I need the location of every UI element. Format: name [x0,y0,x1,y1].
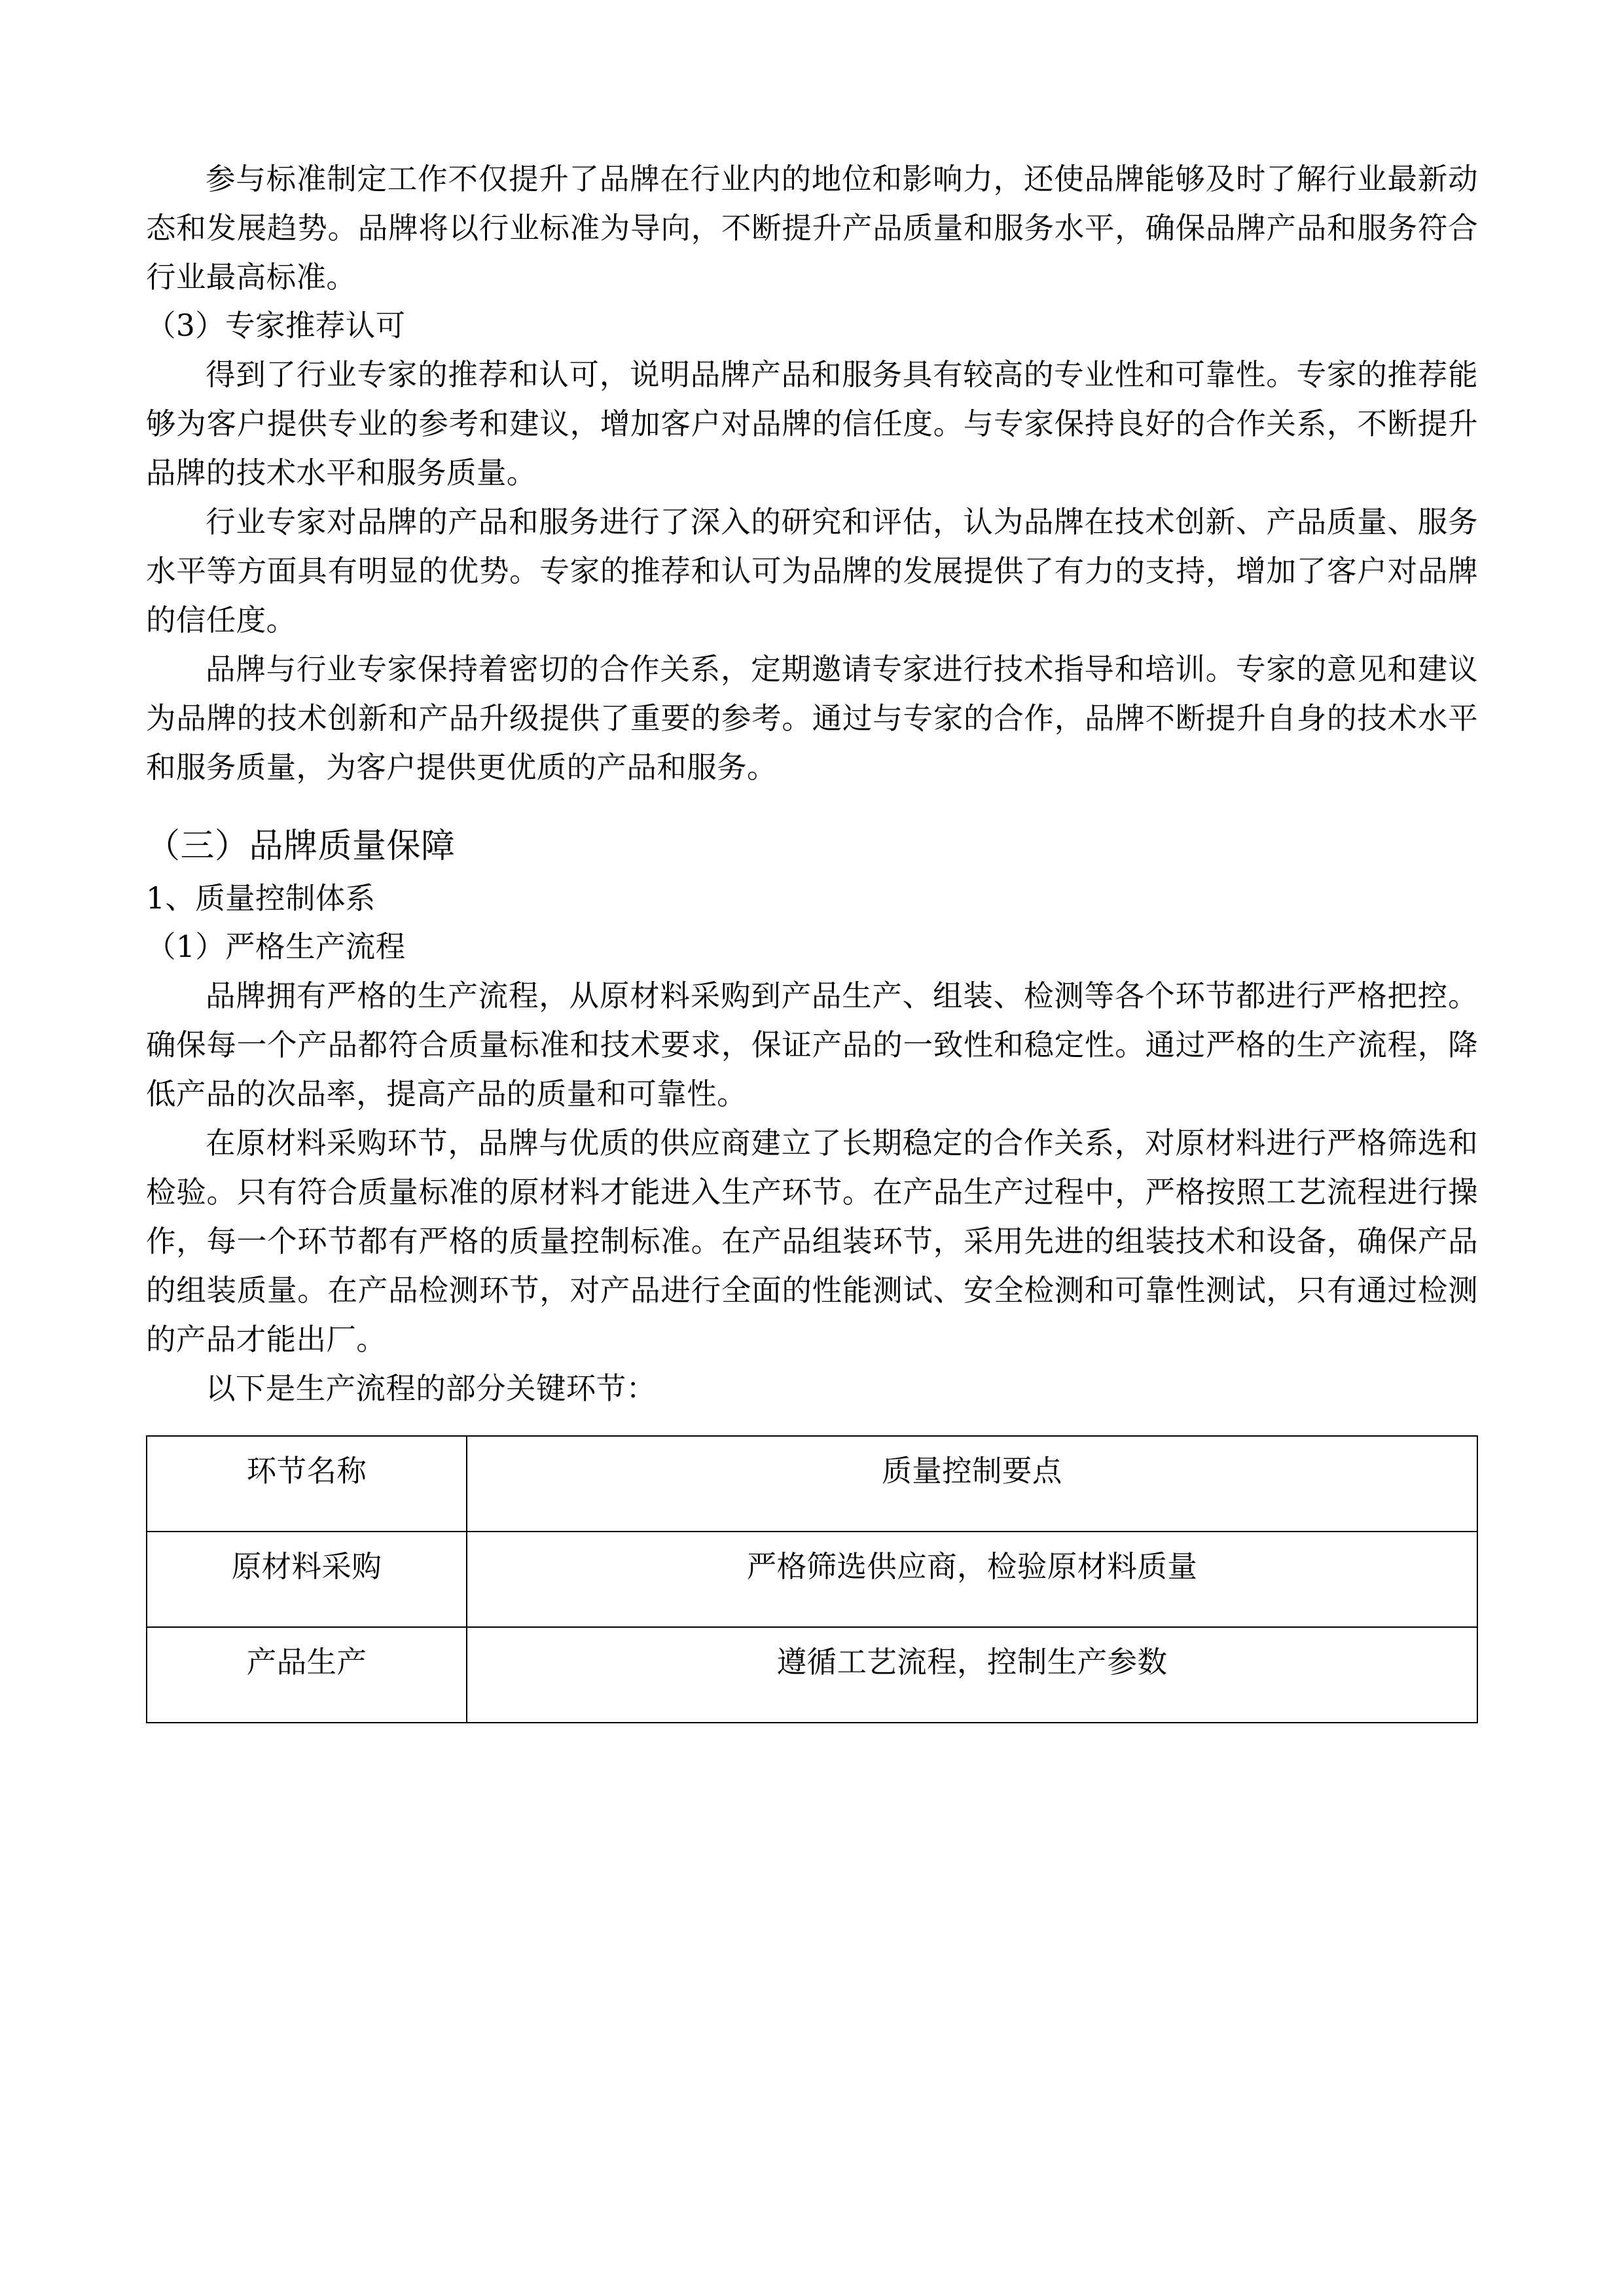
table-row [147,1627,1477,1723]
production-process-table [146,1435,1478,1723]
paragraph-standards-participation: 参与标准制定工作不仅提升了品牌在行业内的地位和影响力，还使品牌能够及时了解行业最新动态和发展趋势。品牌将以行业标准为导向，不断提升产品质量和服务水平，确保品牌产品和服务符合行业最高标准。 [146,162,1478,295]
heading-quality-control-system: 1、质量控制体系 [146,881,376,916]
paragraph-expert-endorsement: 得到了行业专家的推荐和认可，说明品牌产品和服务具有较高的专业性和可靠性。专家的推荐能够为客户提供专业的参考和建议，增加客户对品牌的信任度。与专家保持良好的合作关系，不断提升品牌的技术水平和服务质量。 [146,357,1478,490]
table-lead-in-text: 以下是生产流程的部分关键环节： [206,1371,657,1406]
heading-brand-quality-assurance: （三）品牌质量保障 [146,827,456,866]
heading-expert-recommendation: （3）专家推荐认可 [146,308,406,343]
paragraph-expert-research: 行业专家对品牌的产品和服务进行了深入的研究和评估，认为品牌在技术创新、产品质量、服务水平等方面具有明显的优势。专家的推荐和认可为品牌的发展提供了有力的支持，增加了客户对品牌的信任度。 [146,505,1478,637]
page-content [146,154,1478,1723]
table-cell-step-name: 原材料采购 [147,1532,467,1627]
table-header-cell-step-name: 环节名称 [147,1436,467,1532]
table-row [147,1532,1477,1627]
table-cell-quality-points: 严格筛选供应商，检验原材料质量 [467,1532,1477,1627]
table-header-row [147,1436,1477,1532]
table-body [147,1436,1477,1723]
heading-strict-production-process: （1）严格生产流程 [146,929,406,964]
table-header-cell-quality-points: 质量控制要点 [467,1436,1477,1532]
section-spacer [146,792,1478,806]
paragraph-raw-material-procurement: 在原材料采购环节，品牌与优质的供应商建立了长期稳定的合作关系，对原材料进行严格筛选和检验。只有符合质量标准的原材料才能进入生产环节。在产品生产过程中，严格按照工艺流程进行操作，每一个环节都有严格的质量控制标准。在产品组装环节，采用先进的组装技术和设备，确保产品的组装质量。在产品检测环节，对产品进行全面的性能测试、安全检测和可靠性测试，只有通过检测的产品才能出厂。 [146,1126,1478,1357]
paragraph-production-process: 品牌拥有严格的生产流程，从原材料采购到产品生产、组装、检测等各个环节都进行严格把控。确保每一个产品都符合质量标准和技术要求，保证产品的一致性和稳定性。通过严格的生产流程，降低产品的次品率，提高产品的质量和可靠性。 [146,978,1478,1111]
paragraph-expert-cooperation: 品牌与行业专家保持着密切的合作关系，定期邀请专家进行技术指导和培训。专家的意见和建议为品牌的技术创新和产品升级提供了重要的参考。通过与专家的合作，品牌不断提升自身的技术水平和服务质量，为客户提供更优质的产品和服务。 [146,652,1478,785]
table-cell-step-name: 产品生产 [147,1627,467,1723]
table-cell-quality-points: 遵循工艺流程，控制生产参数 [467,1627,1477,1723]
